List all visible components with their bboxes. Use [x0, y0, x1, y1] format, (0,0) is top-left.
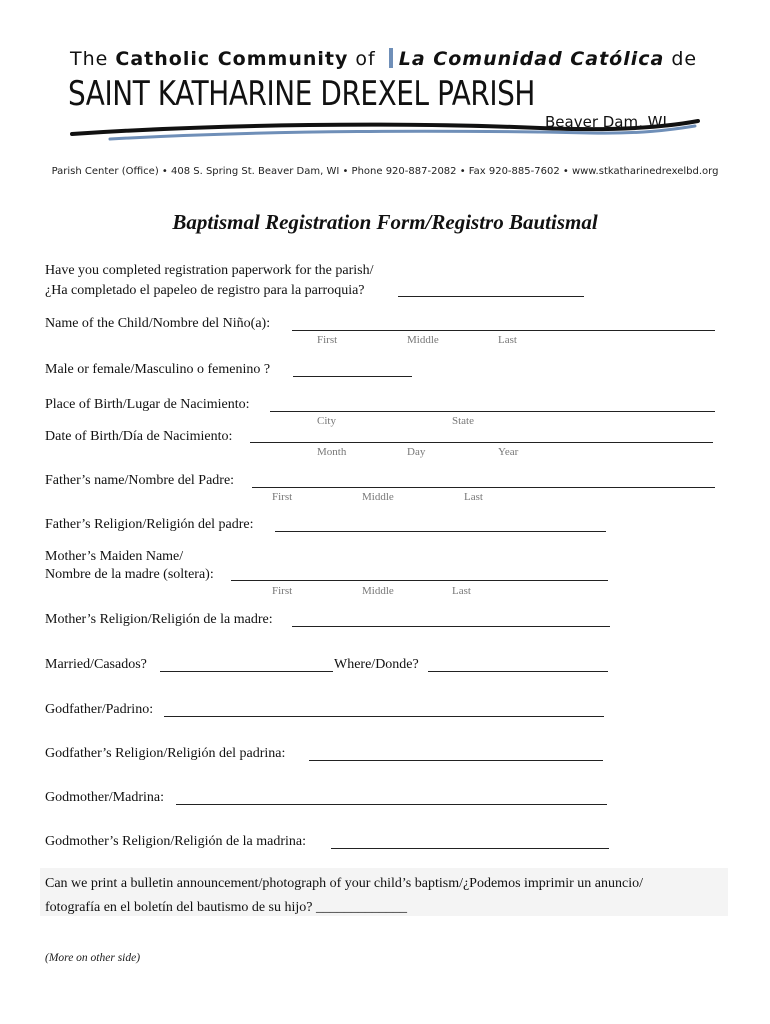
- bulletin-answer-field[interactable]: _____________: [315, 900, 407, 915]
- mother-first-sublabel: First: [272, 585, 293, 597]
- mother-last-sublabel: Last: [452, 585, 471, 597]
- godfather-religion-field[interactable]: [309, 760, 603, 761]
- child-middle-sublabel: Middle: [407, 334, 439, 346]
- paperwork-question-en: Have you completed registration paperwork for the parish/: [45, 263, 374, 278]
- bulletin-question-line2: fotografía en el boletín del bautismo de su hijo? _____________: [45, 900, 407, 915]
- mother-maiden-label-en: Mother’s Maiden Name/: [45, 549, 184, 564]
- year-sublabel: Year: [498, 446, 519, 458]
- father-name-label: Father’s name/Nombre del Padre:: [45, 473, 235, 488]
- birth-date-label: Date of Birth/Día de Nacimiento:: [45, 429, 233, 444]
- father-religion-label: Father’s Religion/Religión del padre:: [45, 517, 254, 532]
- godfather-label: Godfather/Padrino:: [45, 702, 154, 717]
- godfather-field[interactable]: [164, 716, 604, 717]
- mother-maiden-field[interactable]: [231, 580, 608, 581]
- mother-religion-label: Mother’s Religion/Religión de la madre:: [45, 612, 273, 627]
- godmother-field[interactable]: [176, 804, 607, 805]
- godmother-religion-label: Godmother’s Religion/Religión de la madrina:: [45, 834, 307, 849]
- godmother-religion-field[interactable]: [331, 848, 609, 849]
- birth-date-field[interactable]: [250, 442, 713, 443]
- gender-field[interactable]: [293, 376, 412, 377]
- father-last-sublabel: Last: [464, 491, 483, 503]
- child-name-field[interactable]: [292, 330, 715, 331]
- godfather-religion-label: Godfather’s Religion/Religión del padrina:: [45, 746, 286, 761]
- mother-maiden-label-es: Nombre de la madre (soltera):: [45, 567, 214, 582]
- where-label: Where/Donde?: [334, 657, 419, 672]
- header-tagline: The Catholic Community of La Comunidad Católica de: [70, 48, 698, 70]
- child-first-sublabel: First: [317, 334, 338, 346]
- mother-religion-field[interactable]: [292, 626, 610, 627]
- bulletin-question-line1: Can we print a bulletin announcement/photograph of your child’s baptism/¿Podemos imprimir un anuncio/: [45, 876, 644, 891]
- married-field[interactable]: [160, 671, 333, 672]
- parish-name: SAINT KATHARINE DREXEL PARISH: [68, 74, 535, 114]
- father-name-field[interactable]: [252, 487, 715, 488]
- parish-city: Beaver Dam, WI: [545, 113, 667, 131]
- divider-bar: [389, 48, 393, 68]
- where-field[interactable]: [428, 671, 608, 672]
- state-sublabel: State: [452, 415, 474, 427]
- child-last-sublabel: Last: [498, 334, 517, 346]
- day-sublabel: Day: [407, 446, 426, 458]
- catholic-community-text: Catholic Community: [115, 48, 349, 70]
- city-sublabel: City: [317, 415, 336, 427]
- birth-place-label: Place of Birth/Lugar de Nacimiento:: [45, 397, 250, 412]
- contact-info: Parish Center (Office) • 408 S. Spring St. Beaver Dam, WI • Phone 920-887-2082 • Fax 920-885-7602 • www.stkatharinedrexelbd.org: [51, 166, 719, 177]
- gender-label: Male or female/Masculino o femenino ?: [45, 362, 271, 377]
- mother-middle-sublabel: Middle: [362, 585, 394, 597]
- married-label: Married/Casados?: [45, 657, 147, 672]
- father-first-sublabel: First: [272, 491, 293, 503]
- father-religion-field[interactable]: [275, 531, 606, 532]
- father-middle-sublabel: Middle: [362, 491, 394, 503]
- paperwork-field[interactable]: [398, 296, 584, 297]
- paperwork-question-es: ¿Ha completado el papeleo de registro para la parroquia?: [45, 283, 365, 298]
- birth-place-field[interactable]: [270, 411, 715, 412]
- godmother-label: Godmother/Madrina:: [45, 790, 164, 805]
- form-title: Baptismal Registration Form/Registro Bautismal: [172, 210, 598, 234]
- more-on-other-side-note: (More on other side): [45, 952, 141, 964]
- logo-swoosh: [70, 118, 700, 142]
- child-name-label: Name of the Child/Nombre del Niño(a):: [45, 316, 271, 331]
- la-comunidad-text: La Comunidad Católica: [398, 48, 665, 70]
- month-sublabel: Month: [317, 446, 347, 458]
